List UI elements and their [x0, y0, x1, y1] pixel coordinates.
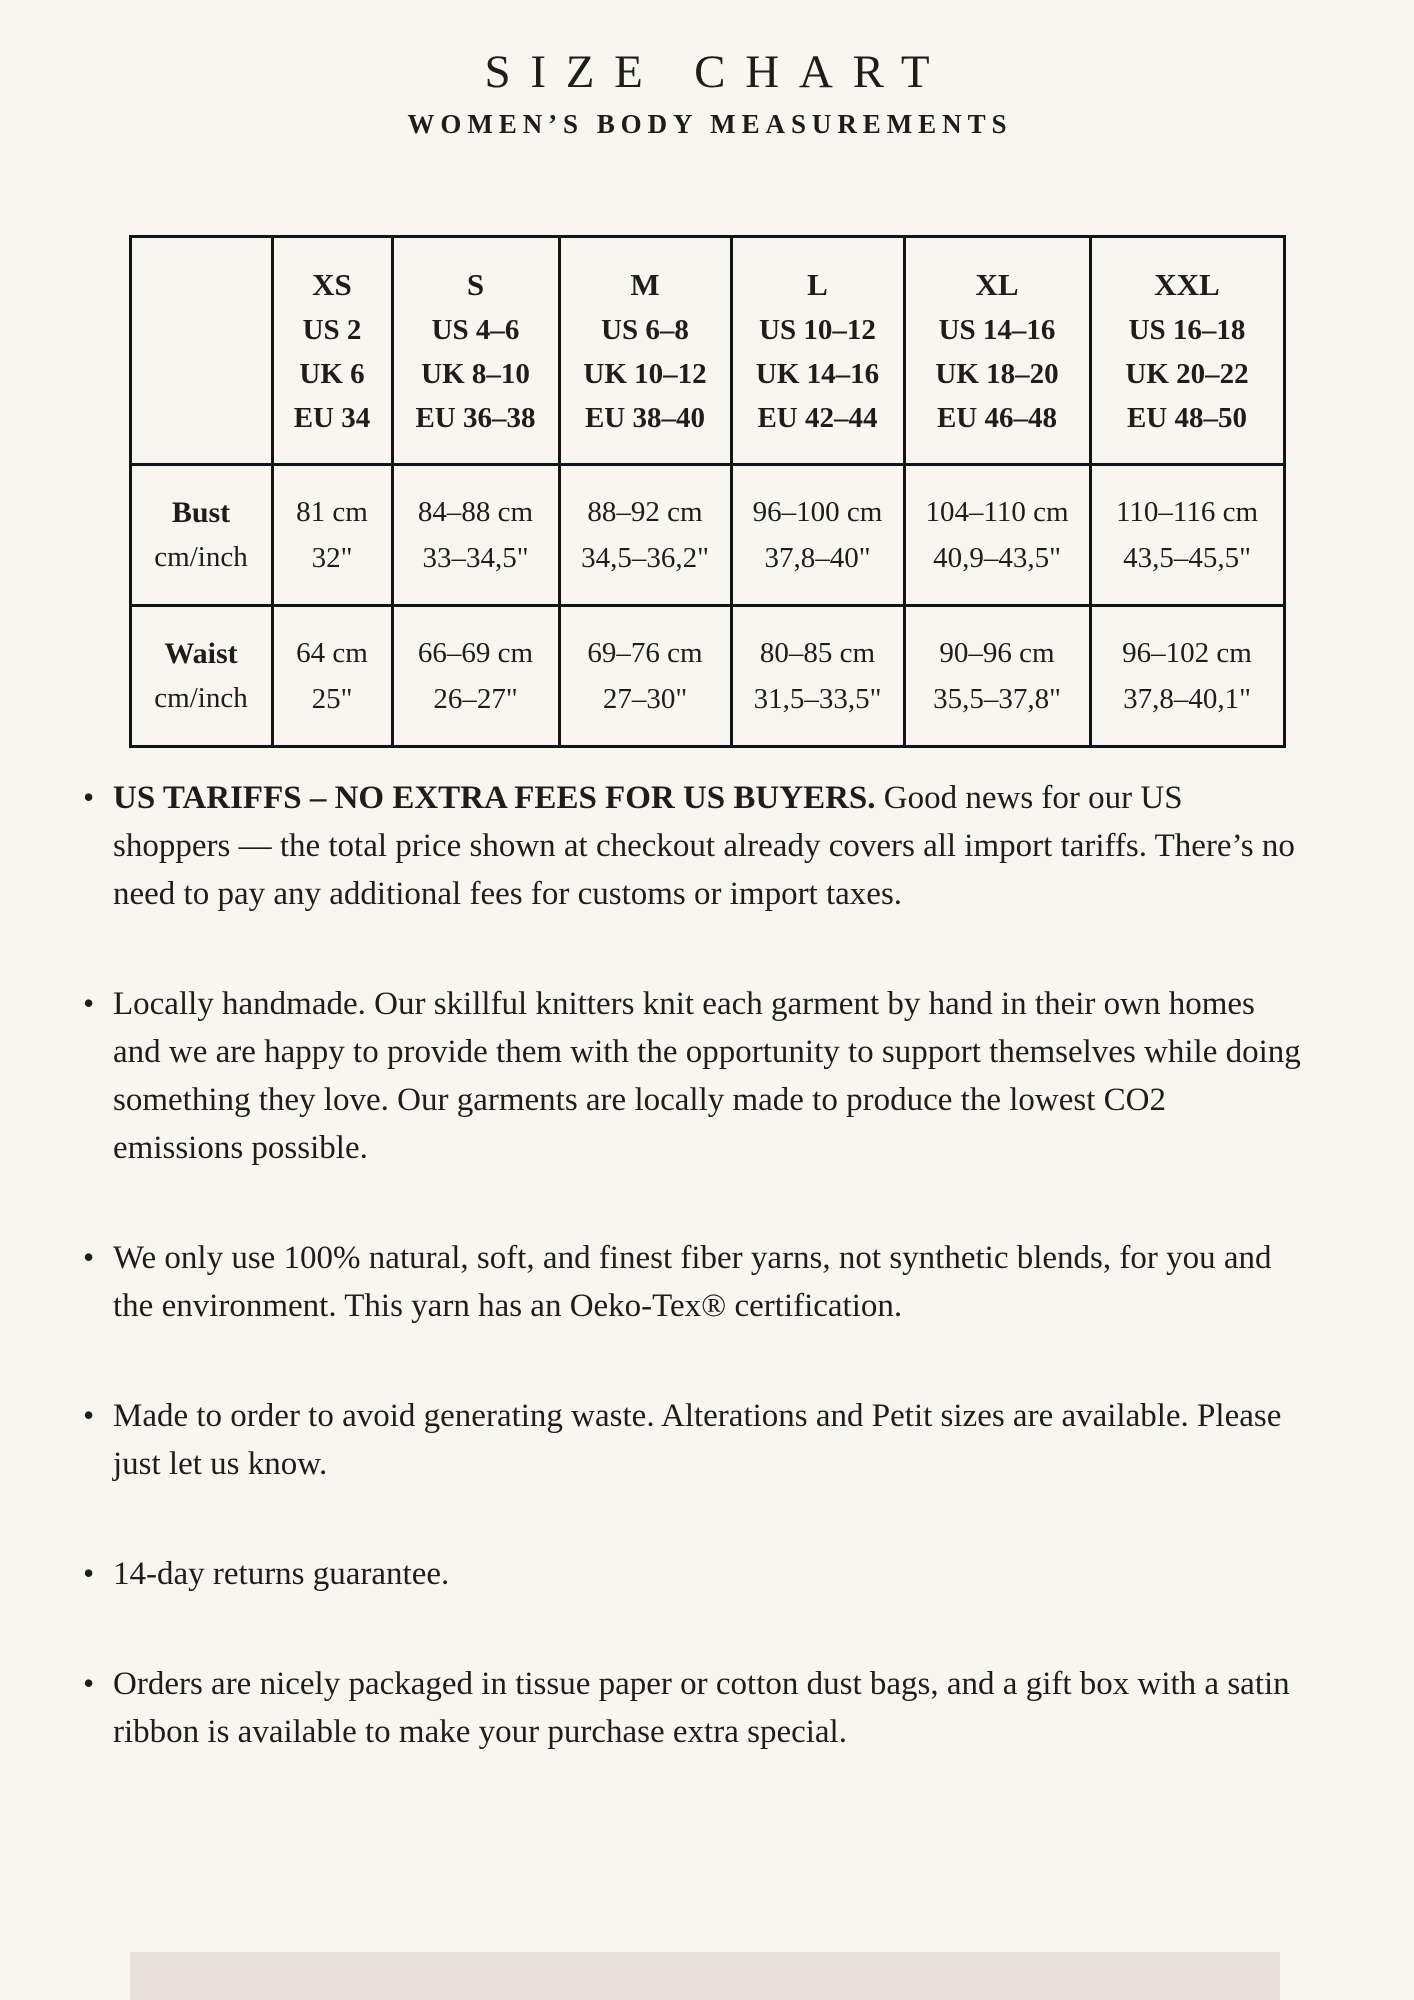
size-label: XXL — [1154, 266, 1220, 302]
inch-value: 40,9–43,5" — [933, 542, 1061, 574]
waist-cell-s — [392, 606, 559, 747]
size-table-header-row — [130, 237, 1284, 465]
bullet-item-packaging — [113, 1660, 1303, 1756]
cm-value: 64 cm — [296, 637, 368, 669]
eu-size: EU 38–40 — [584, 401, 706, 434]
bust-cell-s — [392, 465, 559, 606]
bust-cell-xl — [904, 465, 1090, 606]
uk-size: UK 8–10 — [421, 357, 530, 390]
header-cell-xl — [904, 237, 1090, 465]
eu-size: EU 34 — [293, 401, 371, 434]
us-size: US 14–16 — [938, 313, 1056, 346]
row-unit: cm/inch — [154, 682, 248, 714]
bust-cell-m — [559, 465, 731, 606]
uk-size: UK 6 — [299, 357, 365, 390]
uk-size: UK 20–22 — [1125, 357, 1249, 390]
waist-cell-m — [559, 606, 731, 747]
row-unit: cm/inch — [154, 541, 248, 573]
cm-value: 104–110 cm — [925, 496, 1069, 528]
inch-value: 43,5–45,5" — [1123, 542, 1251, 574]
cm-value: 90–96 cm — [939, 637, 1055, 669]
us-size: US 6–8 — [601, 313, 689, 346]
inch-value: 37,8–40,1" — [1123, 683, 1251, 715]
bullet-item-locally-handmade — [113, 980, 1303, 1172]
page-title: SIZE CHART — [484, 46, 950, 98]
cm-value: 66–69 cm — [417, 637, 534, 669]
bullet-item-natural-yarns — [113, 1234, 1303, 1330]
inch-value: 34,5–36,2" — [581, 542, 709, 574]
size-table — [129, 235, 1286, 748]
header-cell-s — [392, 237, 559, 465]
cm-value: 96–100 cm — [752, 496, 883, 528]
waist-cell-xxl — [1090, 606, 1284, 747]
bust-label-cell — [130, 465, 272, 606]
bullet-text: Good news for our US shoppers — the total price shown at checkout already covers all import tariffs. There’s no need to pay any additional fees for customs or import taxes. — [113, 780, 1295, 912]
footer-image-strip — [130, 1952, 1280, 2000]
bust-row — [130, 465, 1284, 606]
inch-value: 35,5–37,8" — [933, 683, 1061, 715]
page-subtitle: WOMEN’S BODY MEASUREMENTS — [407, 109, 1013, 139]
bullet-text: We only use 100% natural, soft, and finest fiber yarns, not synthetic blends, for you and the environment. This yarn has an Oeko-Tex® certification. — [113, 1240, 1272, 1324]
inch-value: 31,5–33,5" — [753, 683, 882, 715]
header-cell-m — [559, 237, 731, 465]
eu-size: EU 36–38 — [415, 401, 536, 434]
header-cell-xxl — [1090, 237, 1284, 465]
inch-value: 37,8–40" — [764, 542, 871, 574]
cm-value: 96–102 cm — [1122, 637, 1252, 669]
cm-value: 88–92 cm — [587, 496, 703, 528]
cm-value: 110–116 cm — [1115, 496, 1259, 528]
bust-cell-xxl — [1090, 465, 1284, 606]
cm-value: 69–76 cm — [587, 637, 703, 669]
bullet-item-us-tariffs — [113, 774, 1303, 918]
bullet-text: Orders are nicely packaged in tissue paper or cotton dust bags, and a gift box with a satin ribbon is available to make your purchase extra special. — [113, 1666, 1290, 1750]
bust-cell-xs — [272, 465, 392, 606]
uk-size: UK 14–16 — [755, 357, 880, 390]
cm-value: 80–85 cm — [759, 637, 876, 669]
corner-cell — [130, 237, 272, 465]
info-list — [0, 774, 1414, 1756]
eu-size: EU 42–44 — [757, 401, 878, 434]
waist-row — [130, 606, 1284, 747]
bullet-text: Locally handmade. Our skillful knitters knit each garment by hand in their own homes and we are happy to provide them with the opportunity to support themselves while doing something they love. Our garments are locally made to produce the lowest CO2 emissions possible. — [113, 986, 1301, 1166]
bullet-text: Made to order to avoid generating waste. Alterations and Petit sizes are available. Please just let us know. — [113, 1398, 1282, 1482]
bullet-text: 14-day returns guarantee. — [113, 1556, 450, 1592]
bullet-item-returns-guarantee — [113, 1550, 1303, 1598]
inch-value: 27–30" — [602, 683, 688, 715]
uk-size: UK 10–12 — [583, 357, 707, 390]
inch-value: 33–34,5" — [422, 542, 529, 574]
us-size: US 4–6 — [431, 313, 520, 346]
waist-cell-xs — [272, 606, 392, 747]
us-size: US 2 — [302, 313, 362, 346]
us-size: US 16–18 — [1128, 313, 1246, 346]
size-label: L — [807, 266, 828, 302]
cm-value: 81 cm — [296, 496, 368, 528]
bullet-item-made-to-order — [113, 1392, 1303, 1488]
eu-size: EU 48–50 — [1126, 401, 1248, 434]
inch-value: 25" — [311, 683, 353, 715]
inch-value: 26–27" — [433, 683, 518, 715]
waist-label-cell — [130, 606, 272, 747]
eu-size: EU 46–48 — [936, 401, 1058, 434]
header-cell-xs — [272, 237, 392, 465]
uk-size: UK 18–20 — [935, 357, 1059, 390]
row-label: Waist — [164, 637, 238, 670]
us-size: US 10–12 — [759, 313, 876, 346]
size-label: M — [630, 266, 660, 302]
waist-cell-l — [731, 606, 904, 747]
size-label: XL — [975, 266, 1019, 302]
header-cell-l — [731, 237, 904, 465]
row-label: Bust — [171, 496, 231, 529]
waist-cell-xl — [904, 606, 1090, 747]
size-label: S — [466, 266, 485, 302]
bust-cell-l — [731, 465, 904, 606]
cm-value: 84–88 cm — [417, 496, 534, 528]
inch-value: 32" — [311, 542, 353, 574]
size-label: XS — [312, 266, 352, 302]
bullet-bold-text: US TARIFFS – NO EXTRA FEES FOR US BUYERS. — [113, 780, 876, 816]
